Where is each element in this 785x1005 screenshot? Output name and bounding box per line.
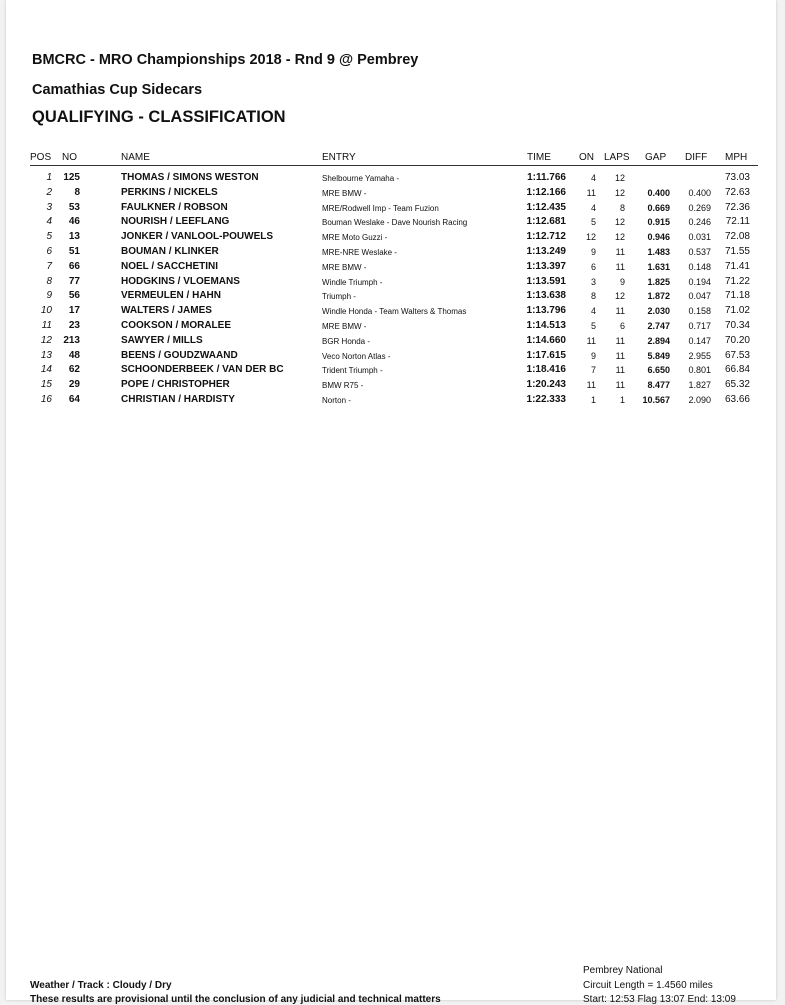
cell-entry: MRE-NRE Weslake - xyxy=(322,248,397,257)
cell-no: 125 xyxy=(63,172,80,183)
cell-time: 1:13.638 xyxy=(526,290,566,302)
cell-gap: 0.400 xyxy=(647,187,670,198)
cell-pos: 16 xyxy=(40,394,52,405)
cell-entry: Norton - xyxy=(322,396,351,405)
table-row xyxy=(6,320,776,334)
cell-mph: 72.08 xyxy=(724,231,750,243)
table-row xyxy=(6,364,776,378)
cell-gap: 1.483 xyxy=(647,247,670,257)
cell-on: 11 xyxy=(586,335,596,346)
cell-no: 13 xyxy=(68,231,80,243)
cell-entry: Bouman Weslake - Dave Nourish Racing xyxy=(322,218,468,228)
col-entry: ENTRY xyxy=(322,152,356,163)
cell-laps: 11 xyxy=(615,247,625,257)
cell-name: JONKER / VANLOOL-POUWELS xyxy=(121,231,274,243)
cell-pos: 12 xyxy=(40,334,52,346)
col-laps: LAPS xyxy=(604,152,630,163)
cell-on: 6 xyxy=(590,261,596,272)
cell-time: 1:20.243 xyxy=(526,379,566,391)
cell-name: CHRISTIAN / HARDISTY xyxy=(121,394,235,405)
cell-no: 66 xyxy=(68,260,80,272)
cell-pos: 2 xyxy=(46,186,52,198)
cell-name: NOEL / SACCHETINI xyxy=(121,260,219,272)
col-mph: MPH xyxy=(725,152,748,163)
table-row xyxy=(6,379,776,393)
cell-on: 12 xyxy=(585,232,596,243)
cell-laps: 12 xyxy=(614,187,625,198)
cell-time: 1:22.333 xyxy=(526,394,566,405)
cell-pos: 7 xyxy=(46,260,52,272)
cell-diff: 0.400 xyxy=(688,187,711,198)
cell-gap: 8.477 xyxy=(647,380,670,391)
cell-diff: 2.955 xyxy=(688,350,711,361)
table-row xyxy=(6,305,776,319)
cell-name: SCHOONDERBEEK / VAN DER BC xyxy=(121,364,284,376)
cell-no: 17 xyxy=(68,305,80,317)
cell-mph: 71.55 xyxy=(724,246,750,257)
cell-laps: 1 xyxy=(619,395,625,405)
weather-track: Weather / Track : Cloudy / Dry xyxy=(30,980,172,991)
table-row xyxy=(6,276,776,290)
cell-time: 1:14.513 xyxy=(526,320,566,331)
cell-pos: 9 xyxy=(46,290,52,302)
event-title: BMCRC - MRO Championships 2018 - Rnd 9 @ Pembrey xyxy=(32,52,419,68)
cell-gap: 0.946 xyxy=(647,232,670,243)
col-diff: DIFF xyxy=(685,152,708,163)
cell-laps: 9 xyxy=(619,276,625,287)
cell-pos: 1 xyxy=(46,172,52,183)
cell-pos: 10 xyxy=(40,305,52,317)
cell-entry: MRE BMW - xyxy=(322,322,367,331)
circuit-length: Circuit Length = 1.4560 miles xyxy=(583,980,713,991)
provisional-note: These results are provisional until the conclusion of any judicial and technical matters xyxy=(30,994,441,1005)
table-row xyxy=(6,261,776,275)
cell-no: 77 xyxy=(68,275,80,287)
cell-entry: MRE Moto Guzzi - xyxy=(322,233,388,243)
cell-mph: 70.34 xyxy=(724,320,750,331)
table-row xyxy=(6,335,776,349)
cell-pos: 5 xyxy=(46,231,52,243)
cell-diff: 1.827 xyxy=(688,380,711,391)
cell-name: BEENS / GOUDZWAAND xyxy=(121,349,238,361)
cell-on: 5 xyxy=(590,321,596,331)
cell-time: 1:13.796 xyxy=(526,305,566,317)
cell-pos: 3 xyxy=(46,201,52,213)
cell-diff: 0.801 xyxy=(688,365,711,376)
cell-on: 4 xyxy=(590,202,596,213)
cell-mph: 71.02 xyxy=(724,305,750,317)
cell-name: BOUMAN / KLINKER xyxy=(121,246,219,257)
cell-mph: 71.18 xyxy=(724,290,750,302)
col-gap: GAP xyxy=(645,152,667,163)
cell-name: NOURISH / LEEFLANG xyxy=(121,216,230,228)
cell-on: 9 xyxy=(590,350,596,361)
cell-on: 1 xyxy=(590,395,596,405)
table-header xyxy=(6,152,776,166)
cell-time: 1:12.166 xyxy=(526,186,566,198)
cell-laps: 12 xyxy=(614,173,625,183)
cell-gap: 0.915 xyxy=(647,217,670,228)
cell-on: 7 xyxy=(590,365,596,376)
cell-time: 1:13.249 xyxy=(526,246,566,257)
cell-laps: 6 xyxy=(619,321,625,331)
cell-name: THOMAS / SIMONS WESTON xyxy=(121,172,259,183)
cell-on: 5 xyxy=(590,217,596,228)
col-no: NO xyxy=(62,152,77,163)
cell-gap: 1.631 xyxy=(647,261,670,272)
cell-mph: 67.53 xyxy=(724,349,750,361)
cell-mph: 66.84 xyxy=(724,364,750,376)
cell-no: 51 xyxy=(68,246,80,257)
cell-laps: 12 xyxy=(614,217,625,228)
cell-entry: Triumph - xyxy=(322,292,356,302)
cell-entry: Veco Norton Atlas - xyxy=(322,351,391,361)
cell-entry: Trident Triumph - xyxy=(322,366,383,376)
cell-time: 1:13.397 xyxy=(526,260,566,272)
table-row xyxy=(6,202,776,216)
cell-time: 1:12.681 xyxy=(526,216,566,228)
cell-on: 4 xyxy=(590,306,596,317)
cell-laps: 12 xyxy=(614,291,625,302)
cell-laps: 8 xyxy=(619,202,625,213)
cell-no: 23 xyxy=(68,320,80,331)
cell-name: WALTERS / JAMES xyxy=(121,305,212,317)
cell-diff: 0.246 xyxy=(688,217,711,228)
cell-no: 213 xyxy=(63,334,80,346)
table-row xyxy=(6,394,776,408)
table-row xyxy=(6,246,776,260)
cell-pos: 4 xyxy=(46,216,52,228)
cell-pos: 6 xyxy=(46,246,52,257)
cell-entry: Shelbourne Yamaha - xyxy=(322,174,400,183)
cell-mph: 72.63 xyxy=(724,186,750,198)
cell-on: 4 xyxy=(590,173,596,183)
cell-gap: 1.872 xyxy=(647,291,670,302)
table-row xyxy=(6,350,776,364)
cell-mph: 63.66 xyxy=(724,394,750,405)
cell-diff: 0.537 xyxy=(688,247,711,257)
cell-time: 1:12.435 xyxy=(526,201,566,213)
cell-mph: 72.11 xyxy=(725,216,750,228)
cell-time: 1:14.660 xyxy=(526,334,566,346)
cell-gap: 1.825 xyxy=(647,276,670,287)
cell-name: PERKINS / NICKELS xyxy=(121,186,218,198)
cell-laps: 12 xyxy=(614,232,625,243)
cell-on: 11 xyxy=(586,380,596,391)
cell-entry: MRE BMW - xyxy=(322,188,367,198)
cell-no: 64 xyxy=(68,394,80,405)
session-times: Start: 12:53 Flag 13:07 End: 13:09 xyxy=(583,994,736,1005)
col-pos: POS xyxy=(30,152,52,163)
cell-diff: 0.147 xyxy=(688,335,711,346)
cell-entry: BMW R75 - xyxy=(322,381,364,391)
cell-name: POPE / CHRISTOPHER xyxy=(121,379,230,391)
cell-no: 53 xyxy=(68,201,80,213)
cell-laps: 11 xyxy=(615,380,625,391)
cell-pos: 11 xyxy=(41,320,52,331)
cell-gap: 6.650 xyxy=(647,365,670,376)
cell-laps: 11 xyxy=(615,350,625,361)
cell-diff: 0.158 xyxy=(688,306,711,317)
cell-mph: 65.32 xyxy=(724,379,750,391)
cell-laps: 11 xyxy=(615,365,625,376)
cell-pos: 8 xyxy=(46,275,52,287)
cell-entry: Windle Honda - Team Walters & Thomas xyxy=(322,307,467,317)
cell-gap: 2.030 xyxy=(647,306,670,317)
cell-diff: 2.090 xyxy=(688,395,711,405)
cell-on: 3 xyxy=(590,276,596,287)
cell-pos: 14 xyxy=(40,364,52,376)
cell-mph: 72.36 xyxy=(724,201,750,213)
circuit-name: Pembrey National xyxy=(583,965,663,976)
cell-gap: 5.849 xyxy=(647,350,670,361)
cell-diff: 0.194 xyxy=(688,276,711,287)
cell-diff: 0.031 xyxy=(688,232,711,243)
cell-no: 8 xyxy=(74,186,80,198)
cell-diff: 0.269 xyxy=(688,202,711,213)
header-divider xyxy=(30,165,758,166)
cell-no: 62 xyxy=(68,364,80,376)
cell-name: SAWYER / MILLS xyxy=(121,334,203,346)
cell-on: 8 xyxy=(590,291,596,302)
cell-diff: 0.717 xyxy=(688,321,711,331)
col-on: ON xyxy=(579,152,594,163)
cell-pos: 13 xyxy=(40,349,52,361)
cell-time: 1:13.591 xyxy=(526,275,566,287)
cell-entry: MRE BMW - xyxy=(322,262,367,272)
cell-name: FAULKNER / ROBSON xyxy=(121,201,228,213)
cell-entry: BGR Honda - xyxy=(322,336,371,346)
col-time: TIME xyxy=(527,152,551,163)
cell-gap: 2.894 xyxy=(647,335,670,346)
cell-laps: 11 xyxy=(615,335,625,346)
cell-name: VERMEULEN / HAHN xyxy=(121,290,222,302)
cell-no: 48 xyxy=(68,349,80,361)
cell-laps: 11 xyxy=(615,306,625,317)
cell-time: 1:12.712 xyxy=(526,231,566,243)
results-page xyxy=(6,0,776,1005)
cell-time: 1:18.416 xyxy=(526,364,566,376)
class-title: Camathias Cup Sidecars xyxy=(32,82,203,98)
table-row xyxy=(6,216,776,230)
cell-no: 29 xyxy=(68,379,80,391)
cell-on: 11 xyxy=(586,187,596,198)
cell-time: 1:11.766 xyxy=(527,172,566,183)
cell-on: 9 xyxy=(590,247,596,257)
cell-mph: 71.22 xyxy=(724,275,750,287)
cell-no: 56 xyxy=(68,290,80,302)
cell-gap: 2.747 xyxy=(647,321,670,331)
cell-mph: 71.41 xyxy=(724,260,750,272)
table-row xyxy=(6,231,776,245)
cell-laps: 11 xyxy=(615,261,625,272)
cell-gap: 0.669 xyxy=(647,202,670,213)
cell-diff: 0.047 xyxy=(688,291,711,302)
cell-entry: Windle Triumph - xyxy=(322,277,383,287)
cell-time: 1:17.615 xyxy=(526,349,566,361)
table-row xyxy=(6,187,776,201)
cell-pos: 15 xyxy=(40,379,52,391)
cell-entry: MRE/Rodwell Imp - Team Fuzion xyxy=(322,203,439,213)
table-row xyxy=(6,172,776,186)
cell-name: COOKSON / MORALEE xyxy=(121,320,232,331)
cell-diff: 0.148 xyxy=(688,261,711,272)
session-title: QUALIFYING - CLASSIFICATION xyxy=(32,108,286,126)
cell-no: 46 xyxy=(68,216,80,228)
cell-gap: 10.567 xyxy=(642,395,670,405)
cell-name: HODGKINS / VLOEMANS xyxy=(121,275,240,287)
cell-mph: 73.03 xyxy=(724,172,750,183)
col-name: NAME xyxy=(121,152,150,163)
cell-mph: 70.20 xyxy=(724,334,750,346)
table-row xyxy=(6,290,776,304)
